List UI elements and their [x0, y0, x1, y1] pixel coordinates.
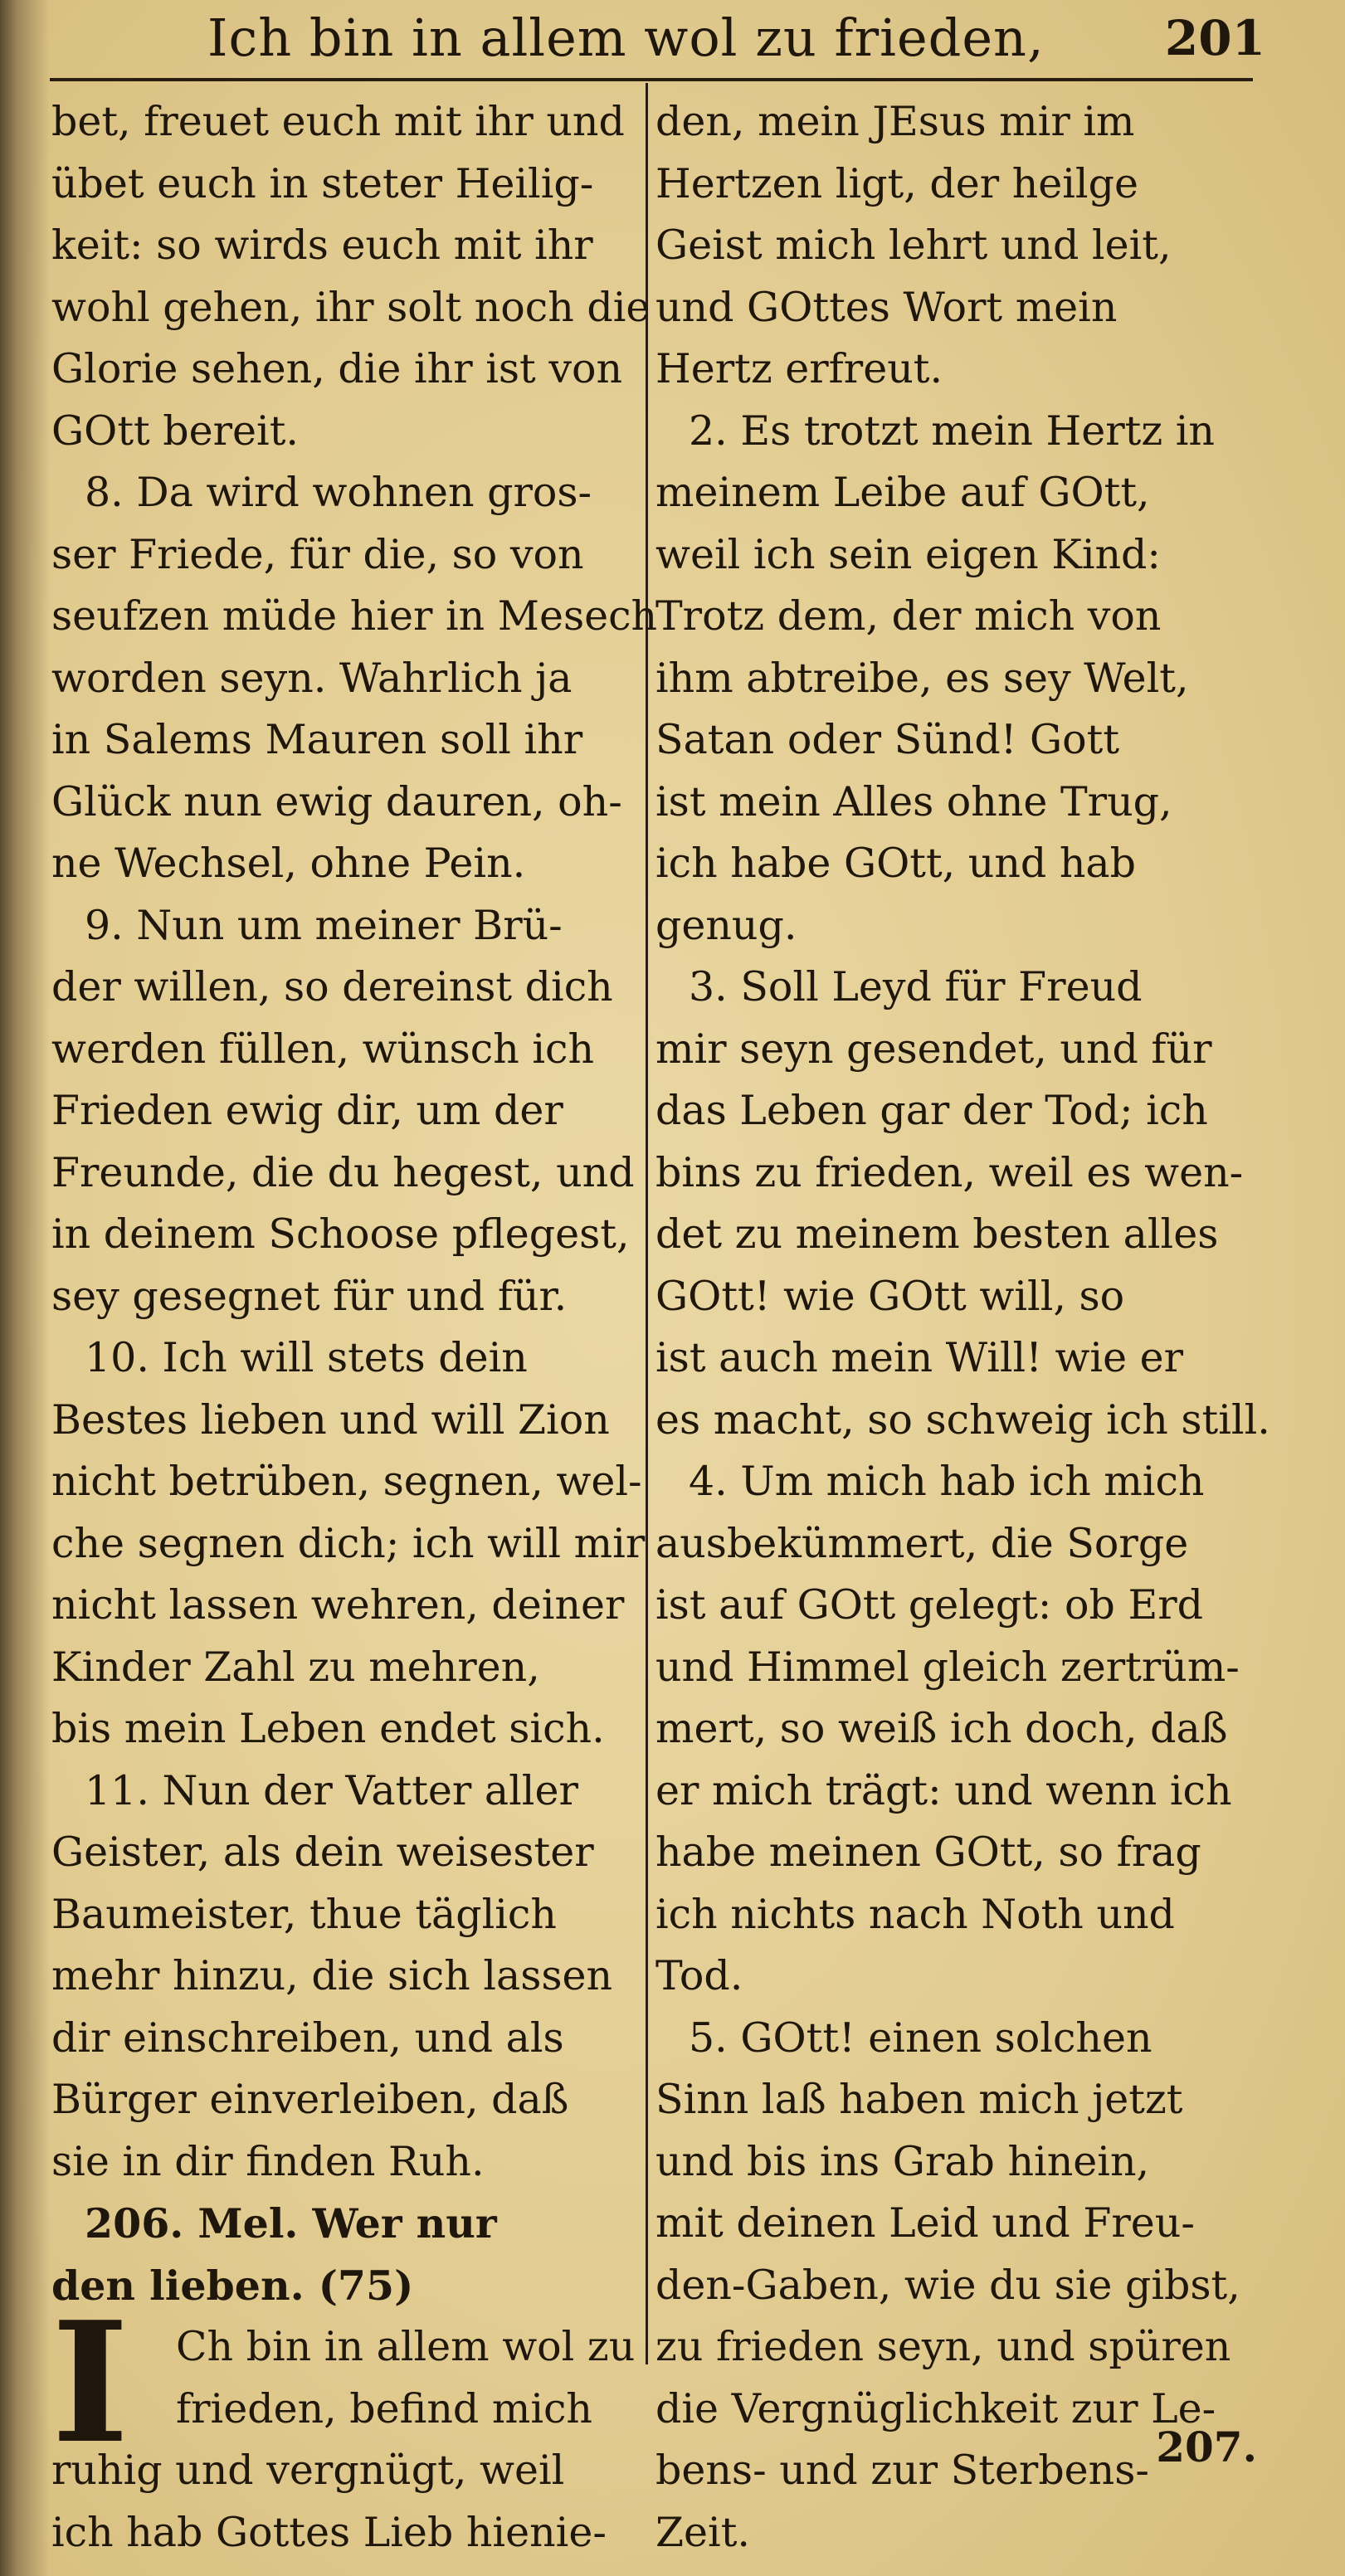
- text-line: bet, freuet euch mit ihr und: [51, 98, 625, 145]
- text-line: Satan oder Sünd! Gott: [655, 716, 1120, 763]
- verse-start-2: 2. Es trotzt mein Hertz in: [689, 407, 1215, 455]
- drop-cap: I: [51, 2286, 129, 2481]
- text-line: die Vergnüglichkeit zur Le-: [655, 2384, 1216, 2432]
- text-line: weil ich sein eigen Kind:: [655, 530, 1161, 578]
- text-line: worden seyn. Wahrlich ja: [51, 654, 573, 702]
- text-line: genug.: [655, 901, 797, 949]
- text-line: ne Wechsel, ohne Pein.: [51, 840, 526, 887]
- text-line: frieden, befind mich: [176, 2384, 592, 2432]
- text-line: Hertzen ligt, der heilge: [655, 159, 1138, 207]
- text-line: che segnen dich; ich will mir: [51, 1519, 646, 1567]
- text-line: es macht, so schweig ich still.: [655, 1395, 1270, 1444]
- text-line: Sinn laß haben mich jetzt: [655, 2076, 1183, 2123]
- text-line: GOtt! wie GOtt will, so: [655, 1272, 1125, 1320]
- header-rule: [50, 78, 1253, 81]
- text-line: GOtt bereit.: [51, 407, 299, 455]
- verse-start-3: 3. Soll Leyd für Freud: [689, 963, 1143, 1010]
- text-line: ist auch mein Will! wie er: [655, 1334, 1184, 1381]
- text-line: Ch bin in allem wol zu: [176, 2323, 636, 2370]
- right-column: [655, 91, 1270, 2564]
- text-line: ser Friede, für die, so von: [51, 530, 584, 578]
- text-line: bins zu frieden, weil es wen-: [655, 1148, 1244, 1196]
- text-line: det zu meinem besten alles: [655, 1210, 1219, 1258]
- verse-start-11: 11. Nun der Vatter aller: [85, 1766, 578, 1814]
- text-line: Hertz erfreut.: [655, 345, 943, 392]
- text-line: meinem Leibe auf GOtt,: [655, 469, 1150, 516]
- hymn-heading: 206. Mel. Wer nur: [85, 2199, 497, 2247]
- text-line: in Salems Mauren soll ihr: [51, 716, 583, 763]
- text-line: ist mein Alles ohne Trug,: [655, 777, 1172, 825]
- verse-start-10: 10. Ich will stets dein: [85, 1334, 528, 1381]
- text-line: bens- und zur Sterbens-: [655, 2447, 1149, 2494]
- text-line: der willen, so dereinst dich: [51, 963, 613, 1010]
- text-line: ausbekümmert, die Sorge: [655, 1519, 1189, 1567]
- text-line: Baumeister, thue täglich: [51, 1890, 557, 1938]
- left-column: [51, 91, 658, 2564]
- running-title: Ich bin in allem wol zu frieden,: [207, 7, 1045, 68]
- text-line: Bürger einverleiben, daß: [51, 2076, 569, 2123]
- text-line: ihm abtreibe, es sey Welt,: [655, 654, 1189, 702]
- verse-start-4: 4. Um mich hab ich mich: [689, 1458, 1205, 1505]
- verse-start-9: 9. Nun um meiner Brü-: [85, 901, 563, 949]
- text-line: übet euch in steter Heilig-: [51, 159, 594, 207]
- text-line: mehr hinzu, die sich lassen: [51, 1952, 613, 1999]
- text-line: ruhig und vergnügt, weil: [51, 2447, 565, 2494]
- binding-shadow: [0, 0, 50, 2576]
- text-line: und GOttes Wort mein: [655, 283, 1118, 331]
- text-line: dir einschreiben, und als: [51, 2014, 564, 2062]
- text-line: Trotz dem, der mich von: [655, 592, 1162, 640]
- text-line: Geist mich lehrt und leit,: [655, 222, 1172, 269]
- column-divider: [646, 83, 648, 2364]
- text-line: ich habe GOtt, und hab: [655, 840, 1137, 887]
- text-line: zu frieden seyn, und spüren: [655, 2323, 1231, 2370]
- text-line: seufzen müde hier in Mesech: [51, 592, 658, 640]
- verse-start-8: 8. Da wird wohnen gros-: [85, 469, 592, 516]
- text-line: ich hab Gottes Lieb hienie-: [51, 2508, 607, 2556]
- text-line: mit deinen Leid und Freu-: [655, 2199, 1195, 2247]
- text-line: das Leben gar der Tod; ich: [655, 1087, 1208, 1134]
- text-line: den-Gaben, wie du sie gibst,: [655, 2261, 1240, 2309]
- text-line: wohl gehen, ihr solt noch die: [51, 283, 651, 331]
- text-line: Bestes lieben und will Zion: [51, 1395, 610, 1444]
- page-number: 201: [1164, 10, 1265, 66]
- catchword: 207.: [1156, 2423, 1257, 2471]
- text-line: sey gesegnet für und für.: [51, 1272, 568, 1320]
- text-line: und Himmel gleich zertrüm-: [655, 1643, 1240, 1691]
- hymn-heading-tune: den lieben. (75): [51, 2261, 414, 2310]
- text-line: werden füllen, wünsch ich: [51, 1025, 595, 1073]
- text-line: keit: so wirds euch mit ihr: [51, 222, 593, 269]
- text-line: bis mein Leben endet sich.: [51, 1705, 605, 1752]
- text-line: Tod.: [655, 1952, 743, 1999]
- hymn-second-line: [51, 2379, 637, 2441]
- text-line: er mich trägt: und wenn ich: [655, 1766, 1232, 1814]
- text-line: den, mein JEsus mir im: [655, 98, 1135, 145]
- text-line: nicht lassen wehren, deiner: [51, 1581, 625, 1629]
- text-line: mert, so weiß ich doch, daß: [655, 1705, 1228, 1752]
- verse-start-5: 5. GOtt! einen solchen: [689, 2014, 1153, 2062]
- text-line: Glück nun ewig dauren, oh-: [51, 777, 622, 825]
- text-line: in deinem Schoose pflegest,: [51, 1210, 630, 1258]
- text-line: nicht betrüben, segnen, wel-: [51, 1458, 642, 1505]
- text-line: sie in dir finden Ruh.: [51, 2137, 485, 2185]
- text-line: Zeit.: [655, 2508, 750, 2556]
- text-line: ich nichts nach Noth und: [655, 1890, 1175, 1938]
- text-line: Geister, als dein weisester: [51, 1829, 594, 1876]
- text-line: Kinder Zahl zu mehren,: [51, 1643, 540, 1691]
- text-line: Glorie sehen, die ihr ist von: [51, 345, 623, 392]
- text-line: habe meinen GOtt, so frag: [655, 1829, 1201, 1876]
- text-line: und bis ins Grab hinein,: [655, 2137, 1150, 2185]
- text-line: Freunde, die du hegest, und: [51, 1148, 635, 1196]
- text-line: Frieden ewig dir, um der: [51, 1087, 563, 1134]
- text-line: mir seyn gesendet, und für: [655, 1025, 1212, 1073]
- page-header: [0, 0, 1345, 75]
- text-line: ist auf GOtt gelegt: ob Erd: [655, 1581, 1204, 1629]
